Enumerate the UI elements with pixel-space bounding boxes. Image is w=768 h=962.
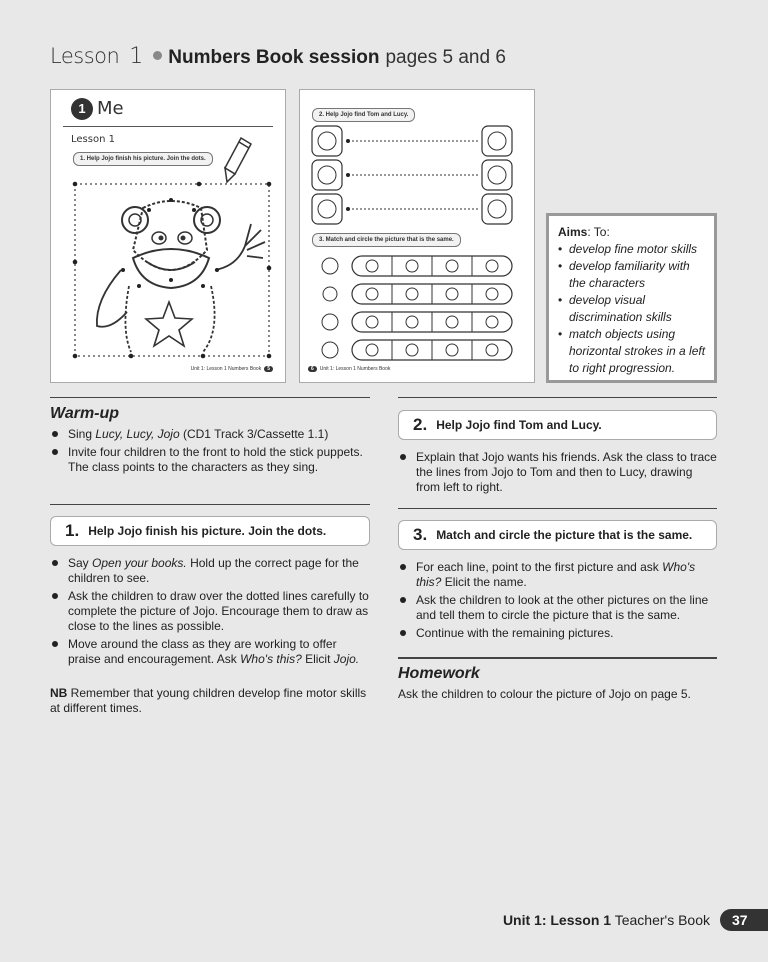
nb-label: NB (50, 686, 68, 700)
footer-unit-lesson: Unit 1: Lesson 1 (502, 912, 612, 928)
activity-number: 3. (413, 525, 428, 544)
pencil-icon (225, 138, 251, 182)
text: Sing (68, 427, 96, 441)
song-title: Lucy, Lucy, Jojo (95, 427, 180, 441)
text: Open your books. (92, 556, 187, 570)
list-item: Explain that Jojo wants his friends. Ask the class to trace the lines from Jojo to Tom and then to Lucy, drawing from left to right. (398, 450, 717, 495)
lesson-word: Lesson (50, 44, 120, 68)
aims-heading (558, 224, 706, 241)
text: Elicit the name. (441, 575, 527, 589)
aims-intro: : To: (587, 225, 610, 239)
warmup-heading: Warm-up (50, 405, 120, 422)
thumb-lesson-label: Lesson 1 (71, 134, 115, 145)
list-item (50, 637, 370, 667)
unit-badge: 1 (71, 98, 93, 120)
activity-number: 2. (413, 415, 428, 434)
page-footer (503, 909, 768, 931)
book-page-thumbnail-6 (299, 89, 535, 383)
list-item (398, 560, 717, 590)
list-item (50, 556, 370, 586)
aims-item: • develop fine motor skills (558, 241, 706, 258)
book-page-thumbnail-5 (50, 89, 286, 383)
page-number: 37 (720, 909, 768, 931)
thumb-page-number: 6 (308, 366, 317, 372)
text: Move around the class as they are working to offer praise and encouragement. Ask (68, 637, 337, 666)
unit-title: Me (97, 98, 124, 119)
aims-item: • develop visual discrimination skills (558, 292, 706, 326)
activity-3-bullets (398, 560, 717, 644)
divider (398, 397, 717, 398)
text: Who's this? (416, 560, 696, 589)
thumb-footer (191, 366, 273, 372)
activity-1-bullets (50, 556, 370, 670)
activity-2-bullets (398, 450, 717, 498)
activity-number: 1. (65, 521, 80, 540)
activity-title: Match and circle the picture that is the same. (436, 528, 693, 542)
aims-item: • develop familiarity with the characters (558, 258, 706, 292)
list-item: Ask the children to look at the other pictures on the line and tell them to circle the picture that is the same. (398, 593, 717, 623)
lesson-number: 1 (129, 44, 144, 69)
activity-2-box (398, 410, 717, 440)
match-activity-graphic (300, 90, 536, 384)
list-item: Invite four children to the front to hold the stick puppets. The class points to the characters as they sing. (50, 445, 370, 475)
thumb-page-number: 5 (264, 366, 273, 372)
activity-3-box (398, 520, 717, 550)
thumb-footer-text: Unit 1: Lesson 1 Numbers Book (319, 366, 391, 372)
footer-book: Teacher's Book (611, 912, 710, 928)
pages-text: pages 5 and 6 (385, 47, 506, 68)
divider (50, 504, 370, 505)
bullet-dot-icon (153, 51, 162, 60)
divider (398, 657, 717, 659)
thumb-task-2-pill: 2. Help Jojo find Tom and Lucy. (312, 108, 415, 122)
text: Say (68, 556, 93, 570)
thumb-footer (308, 366, 390, 372)
homework-heading: Homework (398, 665, 480, 682)
text: Elicit (301, 652, 334, 666)
aims-label: Aims (558, 225, 588, 239)
divider (398, 508, 717, 509)
aims-item: • match objects using horizontal strokes in a left to right progression. (558, 326, 706, 377)
session-title: Numbers Book session (168, 47, 380, 68)
jojo-dot-picture (51, 90, 287, 384)
aims-list (558, 241, 706, 377)
activity-title: Help Jojo find Tom and Lucy. (436, 418, 602, 432)
text: For each line, point to the first picture and ask (416, 560, 663, 574)
text: Jojo. (333, 652, 360, 666)
footer-text (503, 912, 710, 928)
homework-text: Ask the children to colour the picture of Jojo on page 5. (398, 687, 691, 701)
activity-1-box (50, 516, 370, 546)
text: Remember that young children develop fine motor skills at different times. (50, 686, 367, 715)
thumb-footer-text: Unit 1: Lesson 1 Numbers Book (190, 366, 262, 372)
nb-note (50, 686, 370, 716)
text: (CD1 Track 3/Cassette 1.1) (179, 427, 329, 441)
text: Hold up the correct page for the children to see. (68, 556, 359, 585)
activity-title: Help Jojo finish his picture. Join the dots. (88, 524, 327, 538)
warmup-bullets (50, 427, 370, 478)
aims-box (546, 213, 717, 383)
list-item: Continue with the remaining pictures. (398, 626, 717, 641)
divider (50, 397, 370, 398)
text: Who's this? (240, 652, 302, 666)
lesson-header (50, 44, 506, 74)
list-item: Ask the children to draw over the dotted lines carefully to complete the picture of Jojo. Encourage them to draw as close to the lines as possible. (50, 589, 370, 634)
list-item (50, 427, 370, 442)
thumb-task-3-pill: 3. Match and circle the picture that is the same. (312, 233, 461, 247)
thumb-task-pill: 1. Help Jojo finish his picture. Join the dots. (73, 152, 213, 166)
